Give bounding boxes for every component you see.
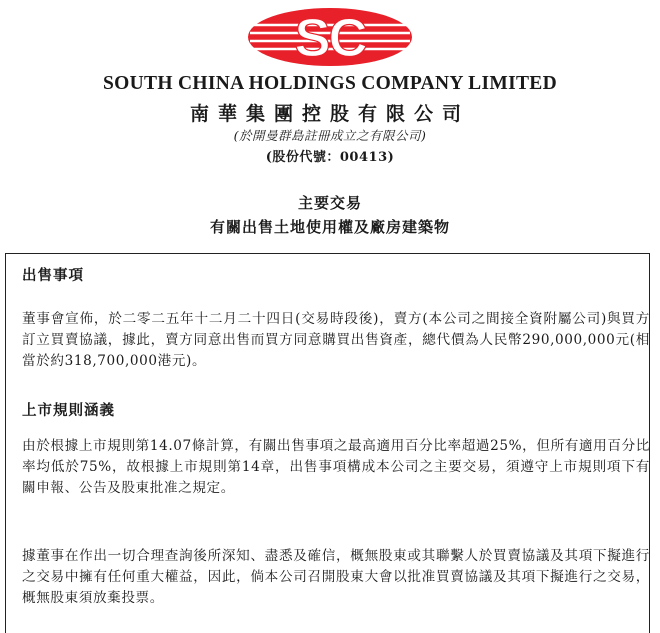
summary-box — [5, 253, 650, 633]
announcement-subtitle: 有關出售土地使用權及廠房建築物 — [209, 218, 450, 236]
announcement-title: 主要交易 — [297, 194, 362, 212]
shareholder-interest-paragraph: 據董事在作出一切合理查詢後所深知、盡悉及確信，概無股東或其聯繫人於買賣協議及其項下擬進行之交易中擁有任何重大權益，因此，倘本公司召開股東大會以批准買賣協議及其項下擬進行之交易，概無股東須放棄投票。 — [22, 548, 650, 606]
section-heading-listing-rules: 上市規則涵義 — [22, 402, 115, 419]
disposal-paragraph: 董事會宣佈，於二零二五年十二月二十四日(交易時段後)，賣方(本公司之間接全資附屬公司)與買方訂立買賣協議，據此，賣方同意出售而買方同意購買出售資產，總代價為人民幣290,000,000元(相當於約318,700,000港元)。 — [22, 311, 650, 369]
company-name-chinese: 南華集團控股有限公司 — [189, 103, 470, 125]
stock-code: (股份代號：00413) — [265, 150, 395, 165]
section-heading-disposal: 出售事項 — [22, 267, 84, 284]
incorporation-note: (於開曼群島註冊成立之有限公司) — [233, 128, 427, 143]
sc-logo-icon — [245, 6, 415, 68]
company-name-english: SOUTH CHINA HOLDINGS COMPANY LIMITED — [103, 73, 557, 94]
company-logo — [0, 6, 660, 68]
logo-letters: SC — [294, 8, 366, 68]
listing-rules-paragraph: 由於根據上市規則第14.07條計算，有關出售事項之最高適用百分比率超過25%，但所有適用百分比率均低於75%，故根據上市規則第14章，出售事項構成本公司之主要交易，須遵守上市規則項下有關申報、公告及股東批准之規定。 — [22, 438, 650, 496]
